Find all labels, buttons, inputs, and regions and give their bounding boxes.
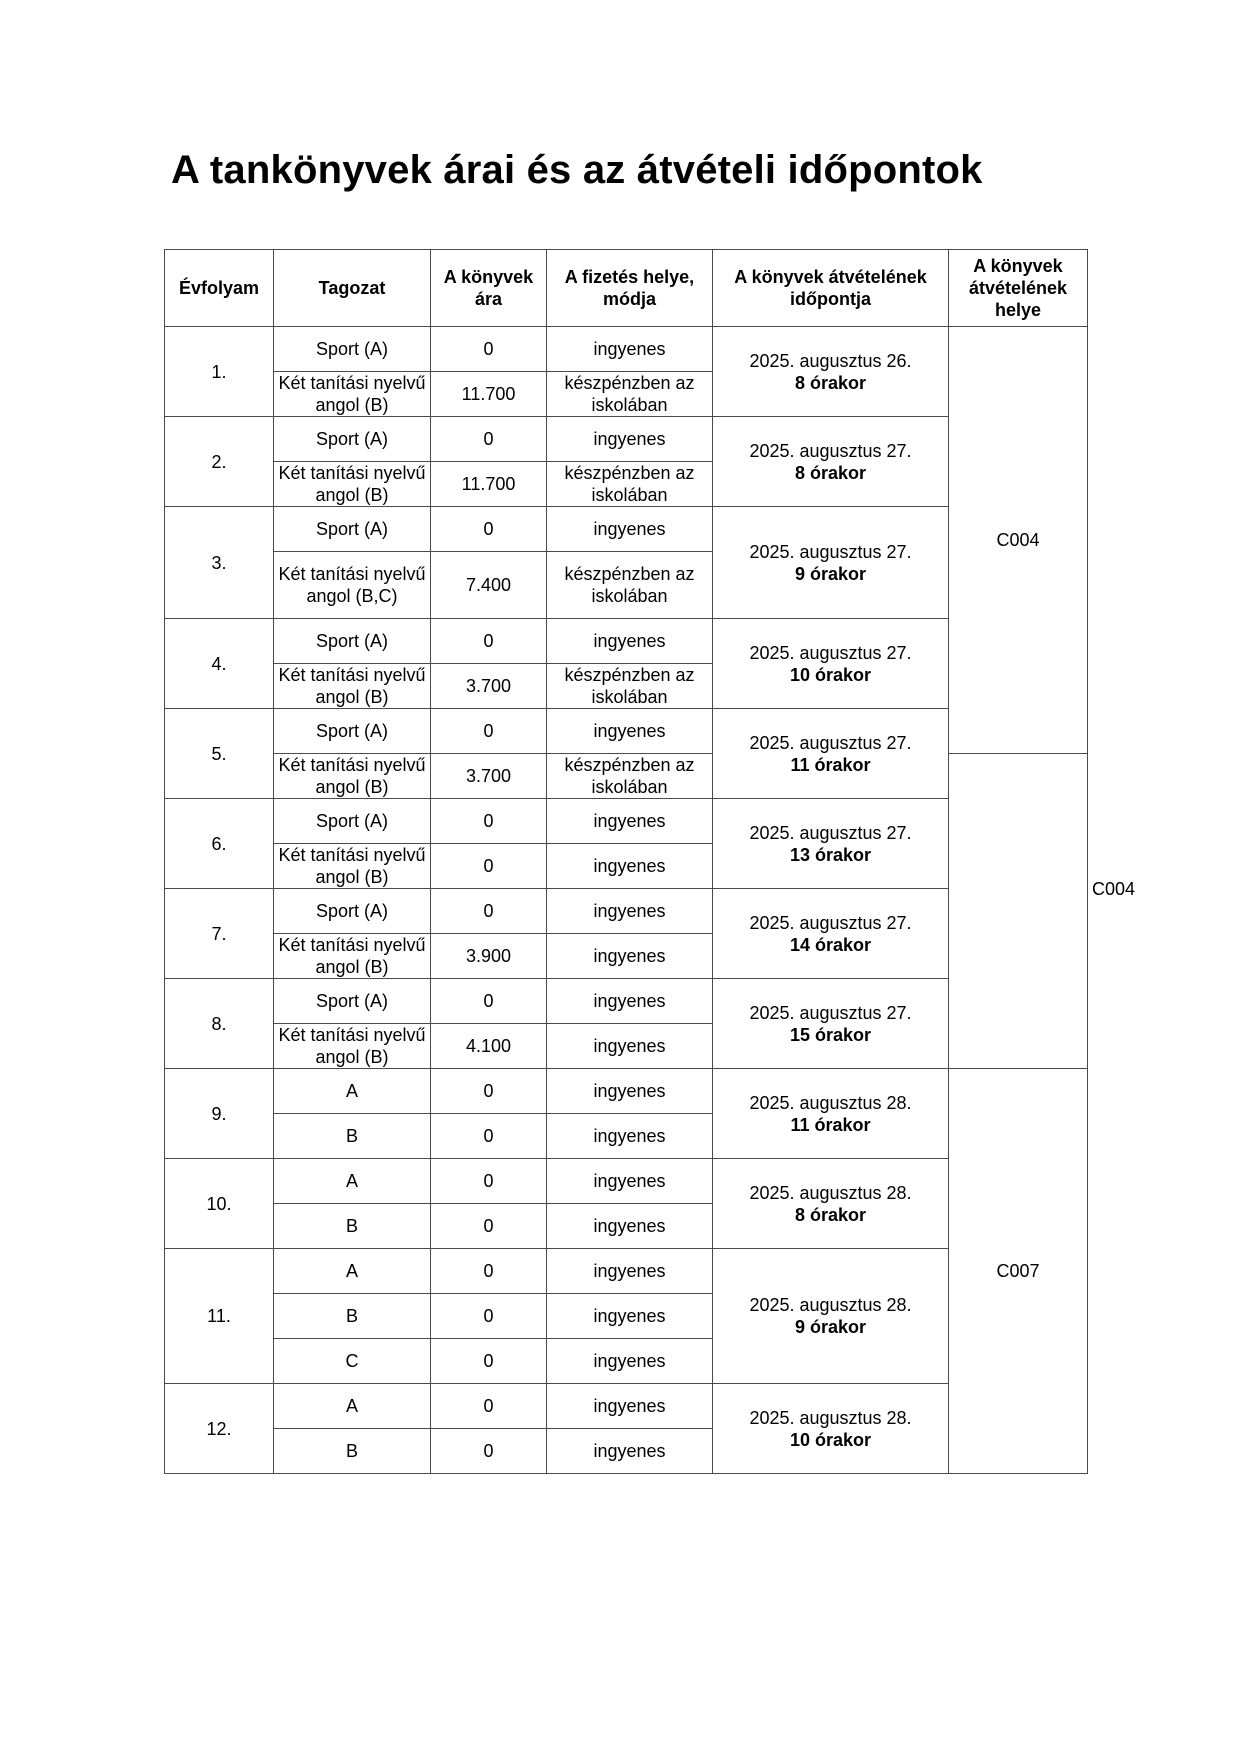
table-row: [165, 889, 1088, 934]
payment-cell: ingyenes: [547, 979, 713, 1024]
grade-cell: 5.: [165, 709, 274, 799]
pickup-date: 2025. augusztus 26.: [749, 350, 912, 371]
payment-cell: ingyenes: [547, 1339, 713, 1384]
grade-cell: 1.: [165, 327, 274, 417]
price-cell: 0: [431, 1114, 547, 1159]
table-row: [165, 1024, 1088, 1069]
section-cell: Két tanítási nyelvű angol (B,C): [274, 552, 431, 619]
pickup-place-cell: C004: [949, 327, 1088, 754]
section-cell: Két tanítási nyelvű angol (B): [274, 372, 431, 417]
pickup-time-cell: [713, 1384, 949, 1474]
section-cell: A: [274, 1384, 431, 1429]
grade-cell: 6.: [165, 799, 274, 889]
section-cell: Két tanítási nyelvű angol (B): [274, 462, 431, 507]
header-price: A könyvek ára: [431, 250, 547, 327]
price-cell: 0: [431, 844, 547, 889]
grade-cell: 10.: [165, 1159, 274, 1249]
price-cell: 0: [431, 1384, 547, 1429]
payment-cell: ingyenes: [547, 327, 713, 372]
payment-cell: ingyenes: [547, 619, 713, 664]
price-cell: 0: [431, 709, 547, 754]
payment-cell: készpénzben az iskolában: [547, 754, 713, 799]
pickup-hour: 10 órakor: [789, 664, 872, 685]
pickup-time-cell: [713, 1159, 949, 1249]
payment-cell: ingyenes: [547, 799, 713, 844]
header-pickup-place: A könyvek átvételének helye: [949, 250, 1088, 327]
section-cell: Sport (A): [274, 417, 431, 462]
payment-cell: készpénzben az iskolában: [547, 664, 713, 709]
payment-cell: ingyenes: [547, 934, 713, 979]
section-cell: Két tanítási nyelvű angol (B): [274, 934, 431, 979]
payment-cell: ingyenes: [547, 1429, 713, 1474]
table-row: 5. Sport (A) 0 ingyenes 2025. augusztus 27. 11 órakor C004: [165, 709, 1088, 754]
pickup-time-cell: [713, 979, 949, 1069]
grade-cell: 11.: [165, 1249, 274, 1384]
price-cell: 0: [431, 1249, 547, 1294]
grade-cell: 4.: [165, 619, 274, 709]
price-cell: 0: [431, 1339, 547, 1384]
pickup-time-cell: [713, 1069, 949, 1159]
section-cell: A: [274, 1249, 431, 1294]
pickup-hour: 15 órakor: [789, 1024, 872, 1045]
pickup-hour: 11 órakor: [790, 1114, 871, 1135]
textbook-price-table: [164, 249, 1136, 1474]
price-cell: 0: [431, 1204, 547, 1249]
price-cell: 3.900: [431, 934, 547, 979]
price-cell: 3.700: [431, 664, 547, 709]
pickup-hour: 11 órakor: [790, 754, 871, 775]
payment-cell: ingyenes: [547, 507, 713, 552]
pickup-time-cell: [713, 709, 949, 799]
table-row: [165, 1069, 1088, 1114]
section-cell: B: [274, 1114, 431, 1159]
section-cell: B: [274, 1429, 431, 1474]
pickup-time-cell: [713, 619, 949, 709]
pickup-time-cell: [713, 889, 949, 979]
section-cell: C: [274, 1339, 431, 1384]
price-cell: 0: [431, 619, 547, 664]
price-cell: 4.100: [431, 1024, 547, 1069]
pickup-time-cell: [713, 327, 949, 417]
section-cell: Két tanítási nyelvű angol (B): [274, 844, 431, 889]
payment-cell: ingyenes: [547, 1069, 713, 1114]
payment-cell: készpénzben az iskolában: [547, 372, 713, 417]
section-cell: Két tanítási nyelvű angol (B): [274, 754, 431, 799]
price-cell: 11.700: [431, 372, 547, 417]
grade-cell: 12.: [165, 1384, 274, 1474]
pickup-date: 2025. augusztus 27.: [749, 642, 912, 663]
payment-cell: ingyenes: [547, 1294, 713, 1339]
header-payment: A fizetés helye, módja: [547, 250, 713, 327]
payment-cell: készpénzben az iskolában: [547, 552, 713, 619]
pickup-date: 2025. augusztus 28.: [749, 1182, 912, 1203]
price-cell: 3.700: [431, 754, 547, 799]
section-cell: A: [274, 1159, 431, 1204]
table-row: [165, 934, 1088, 979]
pickup-time-cell: [713, 799, 949, 889]
section-cell: B: [274, 1294, 431, 1339]
pickup-hour: 8 órakor: [794, 372, 867, 393]
header-pickup-time: A könyvek átvételének időpontja: [713, 250, 949, 327]
table-row: [165, 754, 1088, 799]
table-row: [165, 979, 1088, 1024]
section-cell: A: [274, 1069, 431, 1114]
pickup-hour: 13 órakor: [789, 844, 872, 865]
payment-cell: ingyenes: [547, 1204, 713, 1249]
table-row: [165, 327, 1088, 372]
pickup-date: 2025. augusztus 27.: [749, 912, 912, 933]
price-cell: 0: [431, 417, 547, 462]
header-grade: Évfolyam: [165, 250, 274, 327]
price-cell: 11.700: [431, 462, 547, 507]
price-cell: 0: [431, 1429, 547, 1474]
section-cell: Két tanítási nyelvű angol (B): [274, 1024, 431, 1069]
pickup-hour: 9 órakor: [794, 563, 867, 584]
table-row: [165, 799, 1088, 844]
payment-cell: ingyenes: [547, 1159, 713, 1204]
pickup-hour: 8 órakor: [794, 462, 867, 483]
pickup-time-cell: [713, 1249, 949, 1384]
pickup-place-cell: C007: [949, 1069, 1088, 1474]
section-cell: Sport (A): [274, 507, 431, 552]
price-cell: 0: [431, 507, 547, 552]
section-cell: Két tanítási nyelvű angol (B): [274, 664, 431, 709]
price-cell: 0: [431, 327, 547, 372]
payment-cell: ingyenes: [547, 844, 713, 889]
pickup-date: 2025. augusztus 28.: [749, 1407, 912, 1428]
pickup-hour: 10 órakor: [789, 1429, 872, 1450]
table-row: [165, 844, 1088, 889]
pickup-hour: 8 órakor: [794, 1204, 867, 1225]
price-cell: 0: [431, 889, 547, 934]
page-title: A tankönyvek árai és az átvételi időpontok: [171, 148, 983, 192]
section-cell: Sport (A): [274, 889, 431, 934]
pickup-date: 2025. augusztus 27.: [749, 541, 912, 562]
price-cell: 0: [431, 1159, 547, 1204]
grade-cell: 9.: [165, 1069, 274, 1159]
grade-cell: 2.: [165, 417, 274, 507]
header-section: Tagozat: [274, 250, 431, 327]
section-cell: Sport (A): [274, 799, 431, 844]
price-cell: 7.400: [431, 552, 547, 619]
section-cell: Sport (A): [274, 709, 431, 754]
pickup-hour: 14 órakor: [789, 934, 872, 955]
payment-cell: ingyenes: [547, 889, 713, 934]
grade-cell: 8.: [165, 979, 274, 1069]
pickup-date: 2025. augusztus 28.: [749, 1295, 912, 1315]
pickup-date: 2025. augusztus 27.: [749, 440, 912, 461]
price-cell: 0: [431, 979, 547, 1024]
pickup-date: 2025. augusztus 27.: [749, 1002, 912, 1023]
price-cell: 0: [431, 799, 547, 844]
pickup-time-cell: [713, 507, 949, 619]
payment-cell: ingyenes: [547, 1114, 713, 1159]
price-cell: 0: [431, 1069, 547, 1114]
payment-cell: ingyenes: [547, 709, 713, 754]
payment-cell: ingyenes: [547, 1384, 713, 1429]
payment-cell: ingyenes: [547, 1249, 713, 1294]
section-cell: Sport (A): [274, 619, 431, 664]
pickup-date: 2025. augusztus 27.: [749, 822, 912, 843]
payment-cell: ingyenes: [547, 1024, 713, 1069]
grade-cell: 3.: [165, 507, 274, 619]
pickup-date: 2025. augusztus 27.: [749, 732, 912, 753]
pickup-time-cell: [713, 417, 949, 507]
grade-cell: 7.: [165, 889, 274, 979]
payment-cell: ingyenes: [547, 417, 713, 462]
section-cell: Sport (A): [274, 979, 431, 1024]
section-cell: Sport (A): [274, 327, 431, 372]
payment-cell: készpénzben az iskolában: [547, 462, 713, 507]
table-header-row: [165, 250, 1088, 327]
pickup-date: 2025. augusztus 28.: [749, 1092, 912, 1113]
pickup-hour: 9 órakor: [794, 1317, 867, 1337]
price-cell: 0: [431, 1294, 547, 1339]
section-cell: B: [274, 1204, 431, 1249]
